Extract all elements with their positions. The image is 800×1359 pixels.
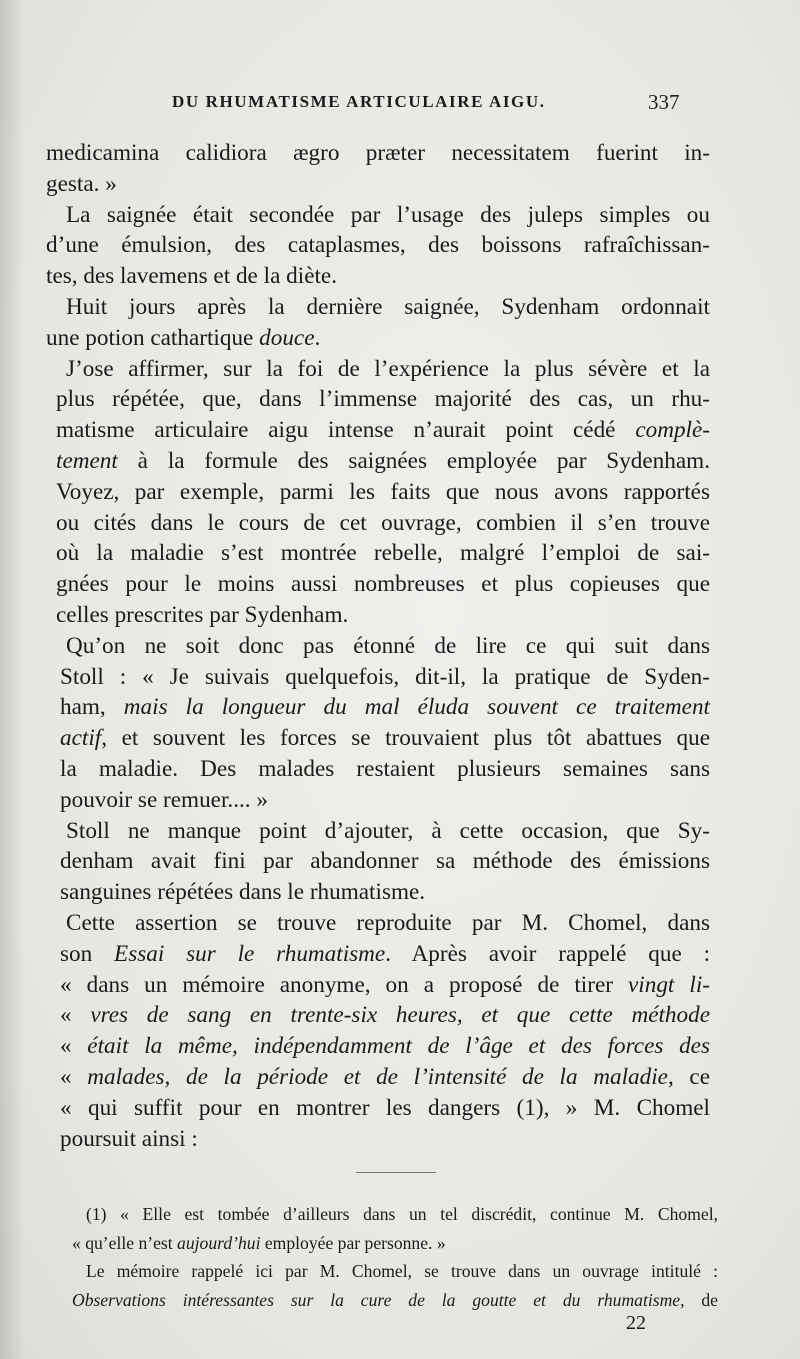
emphasis: mais la longueur du mal éluda souvent ce traitement (123, 694, 710, 721)
text-line: Huit jours après la dernière saignée, Sydenham ordonnait (66, 293, 710, 320)
spine-shadow (0, 0, 24, 1359)
text-line: gnées pour le moins aussi nombreuses et plus copieuses que (56, 571, 710, 598)
text-line: J’ose affirmer, sur la foi de l’expérience la plus sévère et la (66, 355, 710, 382)
text-line: tement à la formule des saignées employée par Sydenham. (56, 447, 710, 474)
text-line: ou cités dans le cours de cet ouvrage, combien il s’en trouve (56, 509, 710, 536)
text-line: matisme articulaire aigu intense n’aurait point cédé complè- (56, 417, 710, 444)
emphasis: Essai sur le rhumatisme (114, 940, 386, 967)
footnote-line: « qu’elle n’est aujourd’hui employée par personne. » (72, 1232, 446, 1253)
text-line: Stoll ne manque point d’ajouter, à cette occasion, que Sy- (66, 817, 710, 844)
text-line: gesta. » (46, 170, 117, 197)
text-line: ham, mais la longueur du mal éluda souvent ce traitement (60, 694, 710, 721)
text-line: Cette assertion se trouve reproduite par M. Chomel, dans (66, 909, 710, 936)
emphasis: vingt li- (628, 971, 710, 998)
signature-mark: 22 (626, 1312, 646, 1334)
text-line: actif, et souvent les forces se trouvaient plus tôt abattues que (60, 725, 710, 752)
text-line: « malades, de la période et de l’intensité de la maladie, ce (60, 1063, 710, 1090)
text-line: d’une émulsion, des cataplasmes, des boissons rafraîchissan- (46, 232, 710, 259)
footnotes (72, 1200, 718, 1314)
emphasis: complè- (635, 417, 710, 444)
text-line: son Essai sur le rhumatisme. Après avoir rappelé que : (60, 940, 711, 967)
emphasis: aujourd’hui (177, 1232, 261, 1253)
emphasis: actif (60, 725, 102, 752)
text-line: « était la même, indépendamment de l’âge et des forces des (60, 1033, 710, 1060)
page-number: 337 (648, 90, 680, 114)
text-line: denham avait fini par abandonner sa méthode des émissions (60, 848, 710, 875)
footnote-line: Observations intéressantes sur la cure de la goutte et du rhumatisme, de (72, 1289, 718, 1310)
text-line: La saignée était secondée par l’usage des juleps simples ou (66, 201, 710, 228)
running-head (0, 92, 800, 120)
emphasis: était la même, indépendamment de l’âge et des forces des (87, 1033, 710, 1060)
text-line: Stoll : « Je suivais quelquefois, dit-il, la pratique de Syden- (60, 663, 710, 690)
text-line: poursuit ainsi : (60, 1125, 198, 1152)
emphasis: tement (56, 447, 118, 474)
footnote-line: (1) « Elle est tombée d’ailleurs dans un tel discrédit, continue M. Chomel, (86, 1204, 718, 1224)
emphasis: malades, de la période et de l’intensité de la maladie (87, 1063, 668, 1090)
text-line: « vres de sang en trente-six heures, et que cette méthode (60, 1002, 710, 1029)
text-line: tes, des lavemens et de la diète. (46, 263, 338, 290)
emphasis: vres de sang en trente-six heures, et que cette méthode (90, 1002, 710, 1029)
text-line: où la maladie s’est montrée rebelle, malgré l’emploi de sai- (56, 540, 710, 567)
text-line: Qu’on ne soit donc pas étonné de lire ce qui suit dans (66, 632, 710, 659)
text-line: sanguines répétées dans le rhumatisme. (60, 879, 426, 906)
text-line: « dans un mémoire anonyme, on a proposé de tirer vingt li- (60, 971, 710, 998)
text-line: celles prescrites par Sydenham. (56, 601, 349, 628)
emphasis: douce (259, 324, 315, 351)
footnote-rule (356, 1172, 436, 1173)
running-title: DU RHUMATISME ARTICULAIRE AIGU. (172, 92, 546, 111)
text-line: plus répétée, que, dans l’immense majorité des cas, un rhu- (56, 386, 710, 413)
text-line: medicamina calidiora ægro præter necessitatem fuerint in- (46, 140, 710, 166)
text-line: pouvoir se remuer.... » (60, 786, 268, 813)
text-line: la maladie. Des malades restaient plusieurs semaines sans (60, 755, 710, 782)
text-line: « qui suffit pour en montrer les dangers (1), » M. Chomel (60, 1094, 710, 1121)
body-text (46, 138, 710, 1154)
emphasis: Observations intéressantes sur la cure de la goutte et du rhumatisme (72, 1289, 681, 1310)
text-line: une potion cathartique douce. (46, 324, 321, 351)
text-line: Voyez, par exemple, parmi les faits que nous avons rapportés (56, 478, 710, 505)
footnote-line: Le mémoire rappelé ici par M. Chomel, se trouve dans un ouvrage intitulé : (86, 1261, 718, 1281)
